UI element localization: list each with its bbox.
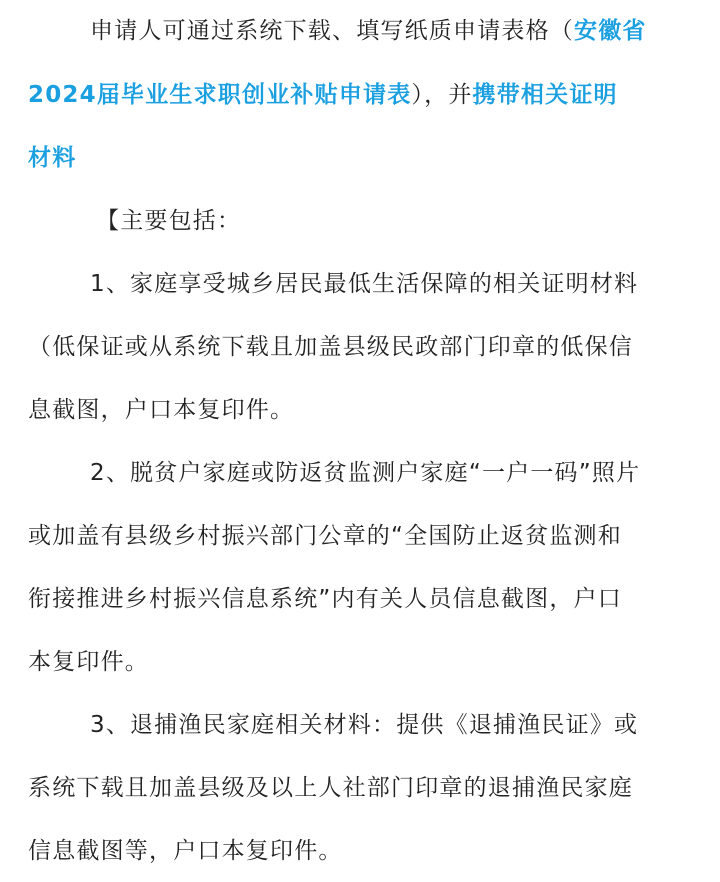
- form-name-link-part1[interactable]: 安徽省: [574, 18, 647, 44]
- item-2-line-2: 或加盖有县级乡村振兴部门公章的“全国防止返贫监测和: [28, 523, 622, 549]
- materials-link-part2[interactable]: 材料: [28, 145, 77, 171]
- intro-line-2: [28, 80, 618, 110]
- form-name-link-part2[interactable]: 2024届毕业生求职创业补贴申请表: [28, 82, 412, 108]
- intro-line-1: [90, 16, 647, 46]
- intro-text-a: 申请人可通过系统下载、填写纸质申请表格（: [90, 18, 574, 44]
- item-3-line-2: 系统下载且加盖县级及以上人社部门印章的退捕渔民家庭: [28, 775, 633, 801]
- intro-text-b: ），并: [411, 82, 473, 108]
- item-1-line-1: 1、家庭享受城乡居民最低生活保障的相关证明材料: [90, 271, 639, 297]
- main-heading: 【主要包括：: [96, 208, 242, 234]
- intro-line-3: [28, 143, 76, 173]
- materials-link-part1[interactable]: 携带相关证明: [472, 82, 618, 108]
- item-3-line-3: 信息截图等，户口本复印件。: [28, 838, 343, 864]
- item-3-line-1: 3、退捕渔民家庭相关材料：提供《退捕渔民证》或: [90, 712, 639, 738]
- item-1-line-2: （低保证或从系统下载且加盖县级民政部门印章的低保信: [28, 334, 633, 360]
- item-1-line-3: 息截图，户口本复印件。: [28, 397, 295, 423]
- item-2-line-3: 衔接推进乡村振兴信息系统”内有关人员信息截图，户口: [28, 586, 622, 612]
- item-2-line-4: 本复印件。: [28, 649, 149, 675]
- item-2-line-1: 2、脱贫户家庭或防返贫监测户家庭“一户一码”照片: [90, 460, 641, 486]
